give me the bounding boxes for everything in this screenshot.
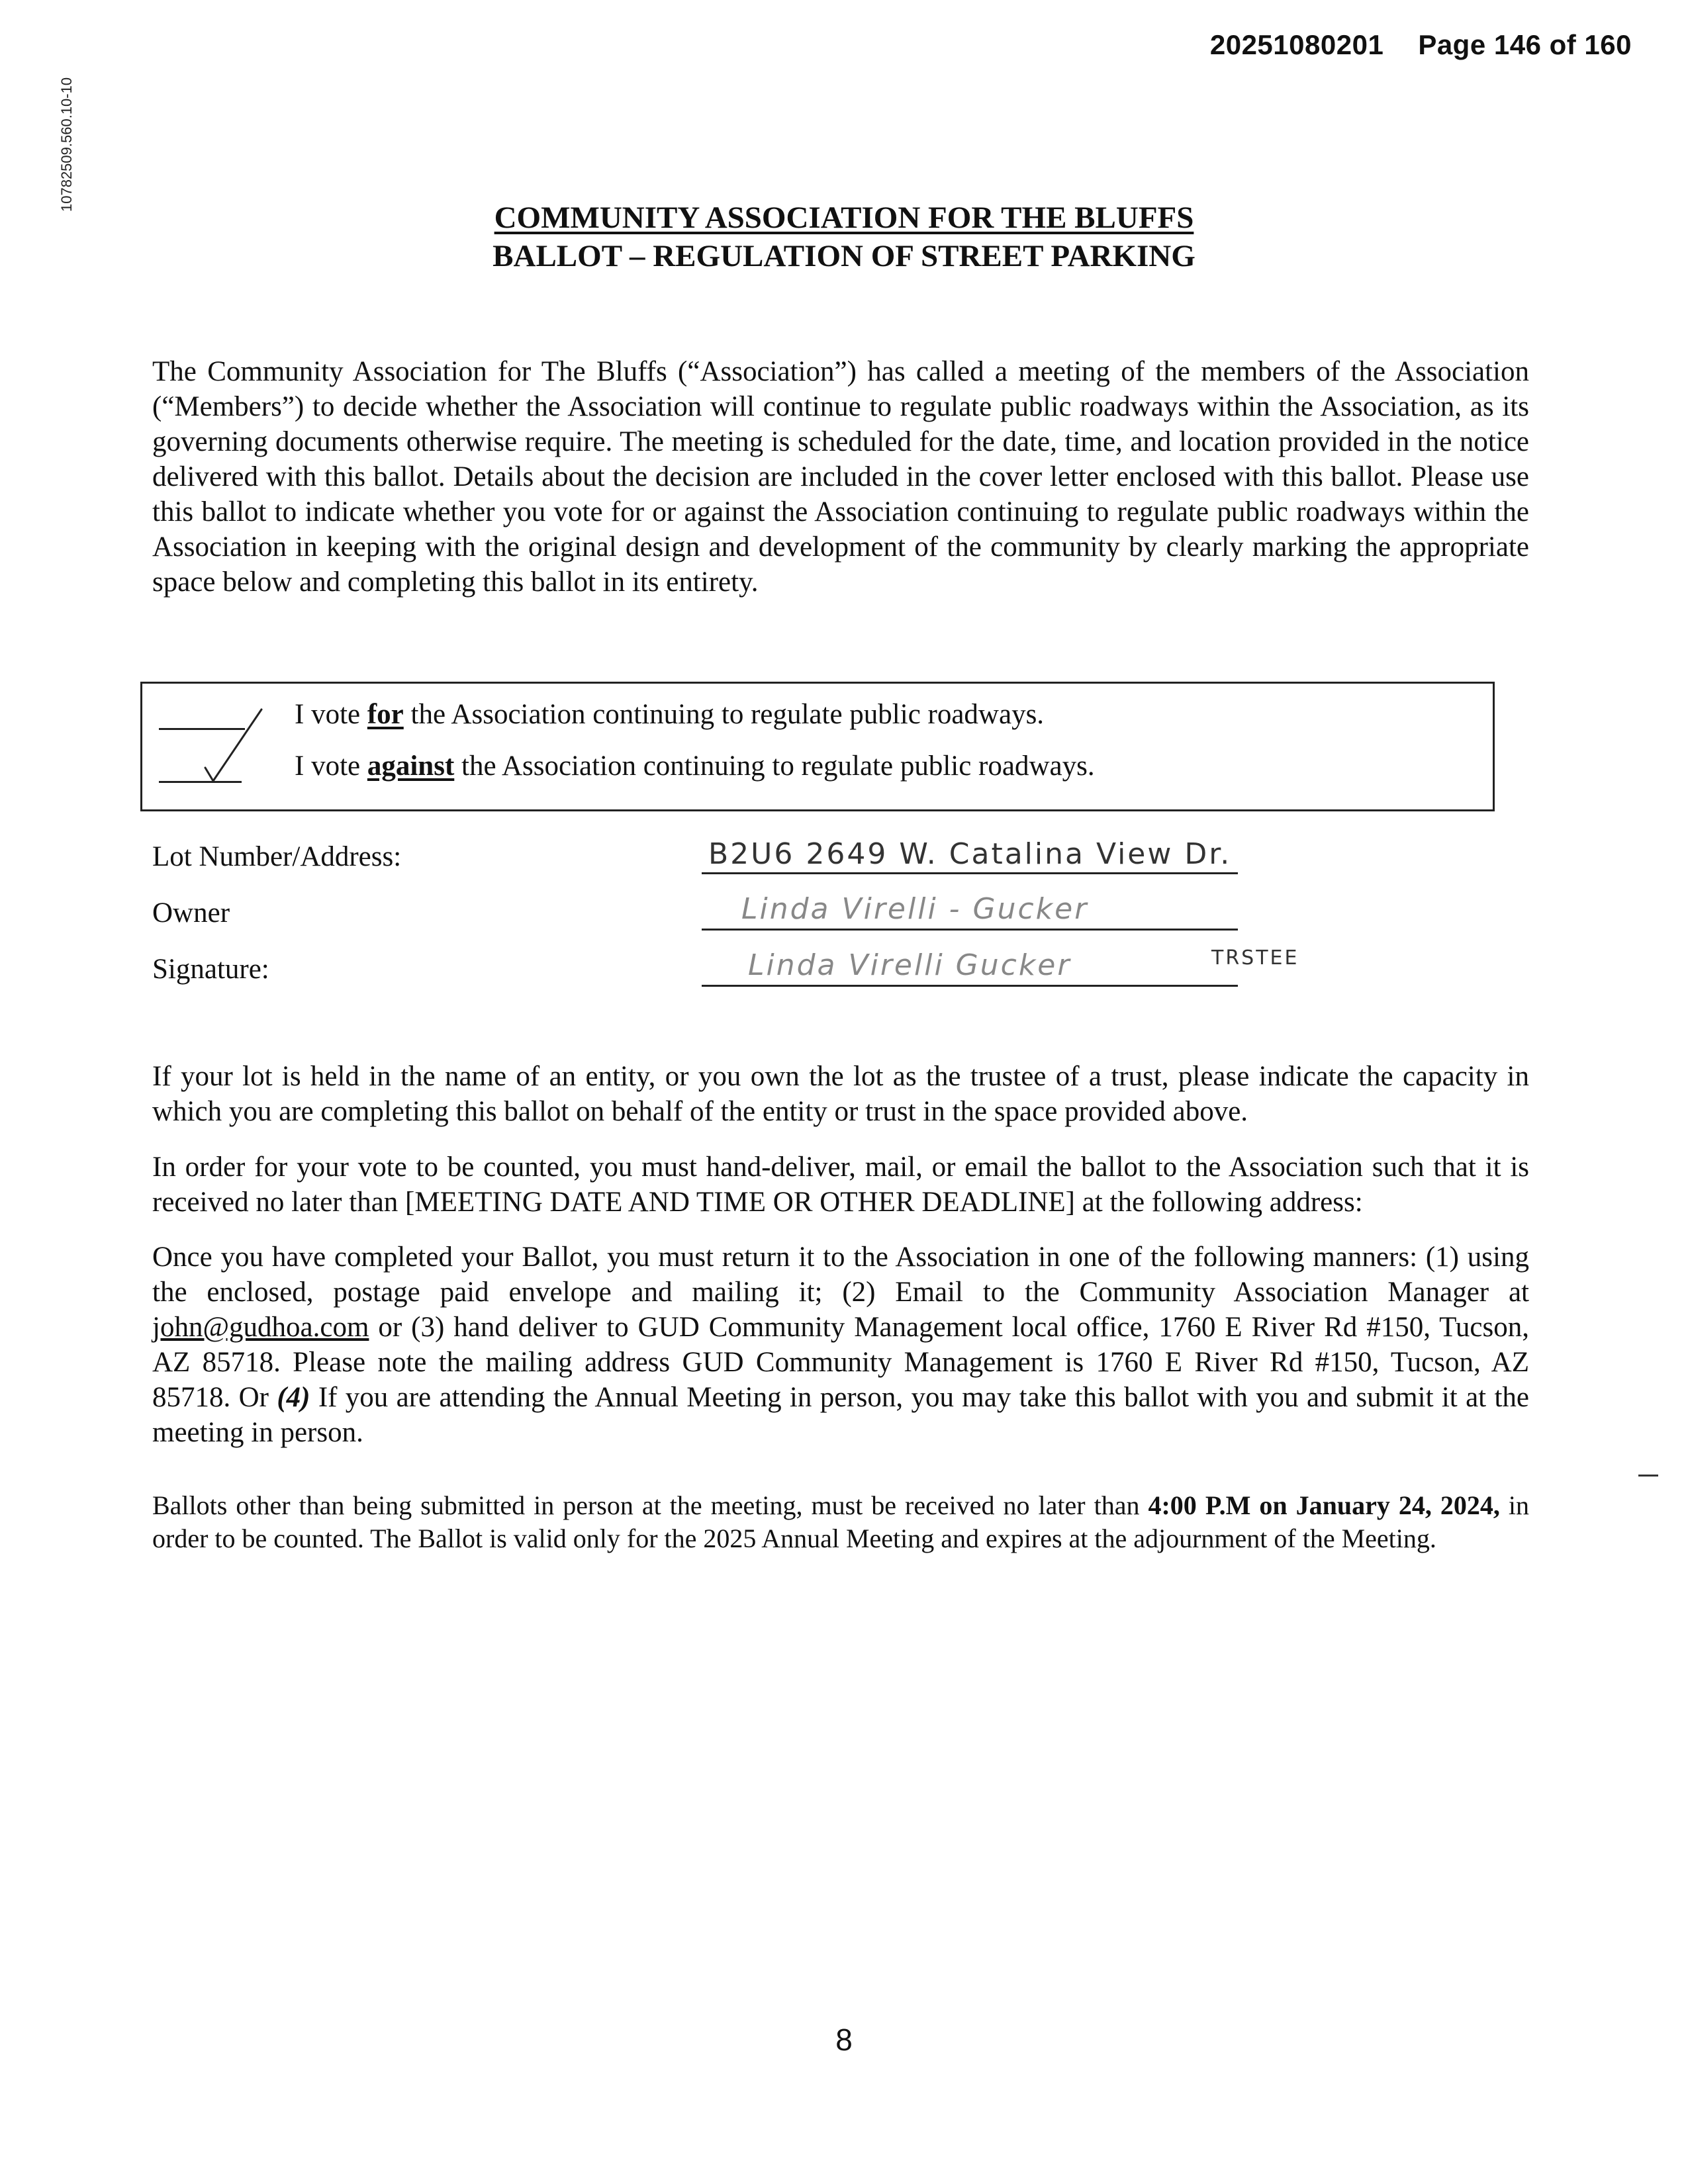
vote-for-option: I vote for the Association continuing to regulate public roadways. <box>295 699 1045 730</box>
signature-line[interactable] <box>702 985 1238 987</box>
vote-for-keyword: for <box>367 699 404 730</box>
checkmark-icon <box>172 695 278 801</box>
return-instructions-paragraph: Once you have completed your Ballot, you must return it to the Association in one of the following manners: (1) using the enclosed, postage paid envelope and mailing it; (2) Email to the Community Association Manager at john@gudhoa.com or (3) hand deliver to GUD Community Management local office, 1760 E River Rd #150, Tucson, AZ 85718. Please note the mailing address GUD Community Management is 1760 E River Rd #150, Tucson, AZ 85718. Or (4) If you are attending the Annual Meeting in person, you may take this ballot with you and submit it at the meeting in person. <box>152 1242 1530 1448</box>
manager-email-link[interactable]: john@gudhoa.com <box>152 1312 369 1343</box>
margin-dash <box>1638 1475 1658 1477</box>
page-label: Page 146 of 160 <box>1418 29 1632 60</box>
side-stamp <box>58 53 85 212</box>
signature-capacity: TRSTEE <box>1211 946 1299 970</box>
side-stamp-text: 10782509.560.10-10 <box>58 77 75 212</box>
signature-label: Signature: <box>152 954 269 985</box>
vote-against-keyword: against <box>367 751 455 782</box>
intro-paragraph: The Community Association for The Bluffs (“Association”) has called a meeting of the members of the Association (“Members”) to decide whether the Association will continue to regulate public roadways within the Association, as its governing documents otherwise require. The meeting is scheduled for the date, time, and location provided in the notice delivered with this ballot. Details about the decision are included in the cover letter enclosed with this ballot. Please use this ballot to indicate whether you vote for or against the Association continuing to regulate public roadways within the Association in keeping with the original design and development of the community by clearly marking the appropriate space below and completing this ballot in its entirety. <box>152 356 1529 598</box>
deadline-datetime: 4:00 P.M on January 24, 2024, <box>1148 1490 1500 1520</box>
page-number: 8 <box>835 2023 853 2057</box>
lot-address-value: B2U6 2649 W. Catalina View Dr. <box>708 837 1232 871</box>
lot-address-label: Lot Number/Address: <box>152 841 402 872</box>
signature-value: Linda Virelli Gucker <box>748 948 1072 982</box>
vote-against-option: I vote against the Association continuing to regulate public roadways. <box>295 751 1095 782</box>
owner-line[interactable] <box>702 929 1238 931</box>
entity-note-paragraph: If your lot is held in the name of an entity, or you own the lot as the trustee of a trust, please indicate the capacity in which you are completing this ballot on behalf of the entity or trust in the space provided above. <box>152 1061 1529 1127</box>
lot-address-line[interactable] <box>702 872 1238 874</box>
deadline-paragraph: In order for your vote to be counted, you must hand-deliver, mail, or email the ballot to the Association such that it is received no later than [MEETING DATE AND TIME OR OTHER DEADLINE] at the following address: <box>152 1152 1529 1218</box>
final-deadline-paragraph: Ballots other than being submitted in person at the meeting, must be received no later than 4:00 P.M on January 24, 2024, in order to be counted. The Ballot is valid only for the 2025 Annual Meeting and expires at the adjournment of the Meeting. <box>152 1490 1529 1553</box>
ballot-title <box>0 199 1688 275</box>
owner-label: Owner <box>152 897 230 929</box>
document-number: 20251080201 <box>1209 29 1384 60</box>
document-reference <box>1210 29 1632 61</box>
title-line-1: COMMUNITY ASSOCIATION FOR THE BLUFFS <box>494 201 1194 235</box>
title-line-2: BALLOT – REGULATION OF STREET PARKING <box>492 239 1196 273</box>
option-4-marker: (4) <box>277 1382 310 1413</box>
owner-value: Linda Virelli - Gucker <box>741 892 1089 926</box>
